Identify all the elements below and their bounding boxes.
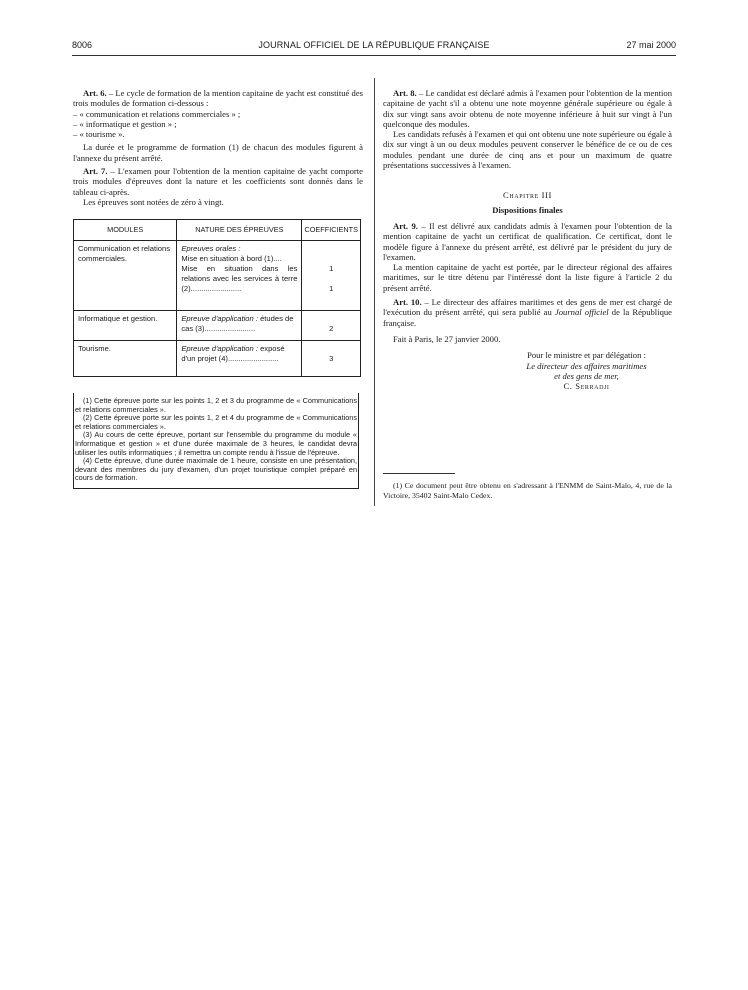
article-9 (383, 221, 672, 262)
coefficient-cell (302, 341, 361, 377)
bullet-item: – « informatique et gestion » ; (73, 118, 177, 129)
table-footnote: (1) Cette épreuve porte sur les points 1, 2 et 3 du programme de « Communications et relations commerciales ». (75, 396, 357, 414)
footnote-text: (1) Ce document peut être obtenu en s'adressant à l'ENMM de Saint-Malo, 4, rue de la Victoire, 35402 Saint-Malo Cedex. (383, 481, 672, 500)
article-7 (73, 166, 363, 197)
chapter-heading: Chapitre III (503, 190, 552, 201)
coefficient-value: 2 (329, 324, 334, 333)
column-header: MODULES (74, 220, 177, 241)
article-6-text: – Le cycle de formation de la mention capitaine de yacht est constitué des trois modules de formation ci-dessous : (73, 88, 364, 109)
issue-date: 27 mai 2000 (626, 40, 676, 50)
nature-line: exposé d'un projet (4)........................ (181, 344, 285, 363)
page-header (0, 40, 748, 54)
nature-title: Epreuve d'application : (181, 314, 258, 323)
article-10-text: – Le directeur des affaires maritimes et des gens de mer est chargé de l'exécution du présent arrêté, qui sera publié au (383, 297, 673, 318)
right-column (383, 88, 672, 391)
article-8-text: – Le candidat est déclaré admis à l'examen pour l'obtention de la mention capitaine de yacht s'il a obtenu une note moyenne générale supérieure ou égale à dix sur vingt sans avoir obtenu de note moyenne inférieure à huit sur vingt à l'un quelconque des modules. (383, 88, 672, 129)
article-6-label: Art. 6. (83, 88, 107, 98)
coefficient-cell (302, 311, 361, 341)
header-rule (72, 55, 676, 56)
chapter-title: Dispositions finales (492, 204, 563, 215)
coefficient-value: 3 (329, 354, 334, 363)
nature-title: Epreuve d'application : (181, 344, 258, 353)
footnote-rule (383, 473, 455, 474)
grading-paragraph: Les épreuves sont notées de zéro à vingt. (83, 196, 224, 207)
nature-line: Mise en situation dans les relations avec les services à terre (2)........................ (181, 264, 298, 293)
nature-line: Mise en situation à bord (1).... (181, 254, 282, 263)
table-footnotes (73, 393, 359, 489)
left-column (73, 88, 363, 207)
done-at: Fait à Paris, le 27 janvier 2000. (393, 333, 501, 344)
table-row (74, 311, 361, 341)
nature-cell (177, 311, 302, 341)
signature-line: Le directeur des affaires maritimes (526, 360, 647, 371)
table-footnote: (3) Au cours de cette épreuve, portant sur l'ensemble du programme du module « Informatique et gestion » et d'une durée maximale de 3 heures, le candidat devra utiliser les outils informatiques ; il remettra un compte rendu à l'issue de l'épreuve. (75, 430, 357, 457)
nature-line: études de cas (3)........................ (181, 314, 294, 333)
coefficient-value: 1 (329, 264, 334, 273)
article-9-label: Art. 9. (393, 220, 418, 231)
table-header-row (74, 220, 361, 241)
module-cell: Informatique et gestion. (74, 311, 177, 341)
column-header: COEFFICIENTS (302, 220, 361, 241)
signature-line: Pour le ministre et par délégation : (527, 350, 646, 361)
table-row (74, 241, 361, 311)
journal-title: JOURNAL OFFICIEL DE LA RÉPUBLIQUE FRANÇAISE (258, 40, 490, 50)
signature-block (501, 350, 672, 391)
table-footnote: (2) Cette épreuve porte sur les points 1, 2 et 4 du programme de « Communications et relations commerciales ». (75, 413, 357, 431)
nature-cell (177, 241, 302, 311)
page-number: 8006 (72, 40, 93, 50)
article-10-label: Art. 10. (393, 297, 422, 308)
mention-paragraph: La mention capitaine de yacht est portée, par le directeur régional des affaires maritimes, sur le titre détenu par l'intéressé dont la liste figure à l'article 2 du présent arrêté. (383, 262, 672, 293)
article-10 (383, 297, 672, 328)
article-8-label: Art. 8. (393, 88, 417, 98)
module-cell: Tourisme. (74, 341, 177, 377)
article-6 (73, 88, 363, 109)
article-7-label: Art. 7. (83, 166, 108, 177)
bullet-item: – « tourisme ». (73, 129, 125, 140)
signatory-name: C. Serradji (563, 381, 610, 392)
article-7-text: – L'examen pour l'obtention de la mention capitaine de yacht comporte trois modules d'épreuves dont la nature et les coefficients sont donnés dans le tableau ci-après. (73, 166, 364, 197)
column-header: NATURE DES ÉPREUVES (177, 220, 302, 241)
page-footnote (383, 481, 672, 500)
column-divider (374, 78, 375, 506)
coefficient-value: 1 (329, 284, 334, 293)
duration-paragraph: La durée et le programme de formation (1) de chacun des modules figurent à l'annexe du présent arrêté. (73, 142, 363, 163)
nature-title: Epreuves orales : (181, 244, 241, 253)
article-8 (383, 88, 672, 129)
exam-modules-table (73, 219, 361, 377)
journal-name: Journal officiel (554, 307, 609, 318)
refused-paragraph: Les candidats refusés à l'examen et qui ont obtenu une note supérieure ou égale à dix sur vingt à un ou deux modules peuvent conserver le bénéfice de ce ou de ces modules pendant une durée de cinq ans et pour un maximum de quatre présentations successives à l'examen. (383, 129, 672, 171)
signature-line: et des gens de mer, (554, 370, 619, 381)
article-9-text: – Il est délivré aux candidats admis à l'examen pour l'obtention de la mention capitaine de yacht un certificat de qualification. Ce certificat, dont le modèle figure à l'annexe du présent arrêté, est délivré par le président du jury de l'examen. (383, 220, 672, 262)
nature-cell (177, 341, 302, 377)
article-10-text-end: de la République française. (383, 307, 672, 328)
table-footnote: (4) Cette épreuve, d'une durée maximale de 1 heure, consiste en une présentation, devant des membres du jury d'examen, d'un projet touristique complet préparé en cours de formation. (75, 456, 357, 483)
module-cell: Communication et relations commerciales. (74, 241, 177, 311)
coefficient-cell (302, 241, 361, 311)
bullet-item: – « communication et relations commerciales » ; (73, 108, 241, 119)
table-row (74, 341, 361, 377)
